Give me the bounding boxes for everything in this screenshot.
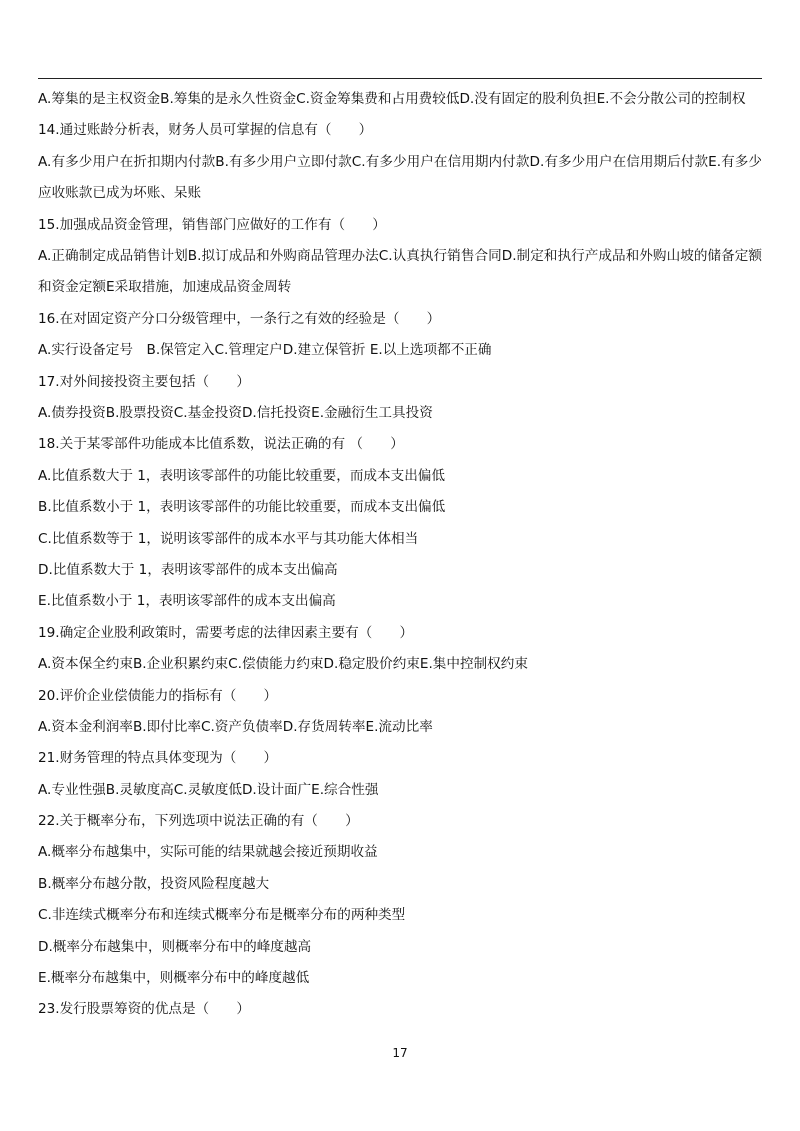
answer-option-18d: D.比值系数大于 1，表明该零部件的成本支出偏高 [38,561,338,578]
answer-option-22a: A.概率分布越集中，实际可能的结果就越会接近预期收益 [38,844,378,861]
question-14: 14.通过账龄分析表，财务人员可掌握的信息有（ ） [38,122,373,139]
question-content [38,84,762,1026]
header-rule [38,78,762,79]
answer-options-15: A.正确制定成品销售计划B.拟订成品和外购商品管理办法C.认真执行销售合同D.制定和执行产成品和外购山坡的储备定额和资金定额E采取措施，加速成品资金周转 [38,248,762,296]
answer-options-14: A.有多少用户在折扣期内付款B.有多少用户立即付款C.有多少用户在信用期内付款D.有多少用户在信用期后付款E.有多少应收账款已成为坏账、呆账 [38,153,762,202]
answer-options-17: A.债券投资B.股票投资C.基金投资D.信托投资E.金融衍生工具投资 [38,404,433,421]
answer-option-22b: B.概率分布越分散，投资风险程度越大 [38,875,270,892]
answer-option-18c: C.比值系数等于 1，说明该零部件的成本水平与其功能大体相当 [38,530,419,547]
answer-option-18e: E.比值系数小于 1，表明该零部件的成本支出偏高 [38,593,336,610]
question-22: 22.关于概率分布，下列选项中说法正确的有（ ） [38,813,359,830]
question-17: 17.对外间接投资主要包括（ ） [38,373,250,390]
document-page [38,0,762,1131]
answer-option-22e: E.概率分布越集中，则概率分布中的峰度越低 [38,970,310,987]
answer-options-20: A.资本金利润率B.即付比率C.资产负债率D.存货周转率E.流动比率 [38,718,433,735]
page-number: 17 [392,1046,408,1060]
answer-options-19: A.资本保全约束B.企业积累约束C.偿债能力约束D.稳定股价约束E.集中控制权约束 [38,656,528,673]
answer-option-22d: D.概率分布越集中，则概率分布中的峰度越高 [38,938,312,955]
answer-options-16: A.实行设备定号 B.保管定入C.管理定户D.建立保管折 E.以上选项都不正确 [38,342,492,359]
answer-option-18b: B.比值系数小于 1，表明该零部件的功能比较重要，而成本支出偏低 [38,499,446,516]
question-16: 16.在对固定资产分口分级管理中，一条行之有效的经验是（ ） [38,310,441,327]
question-21: 21.财务管理的特点具体变现为（ ） [38,750,278,767]
answer-options-13: A.筹集的是主权资金B.筹集的是永久性资金C.资金筹集费和占用费较低D.没有固定的股利负担E.不会分散公司的控制权 [38,91,746,107]
question-18: 18.关于某零部件功能成本比值系数，说法正确的有 （ ） [38,436,404,453]
question-19: 19.确定企业股利政策时，需要考虑的法律因素主要有（ ） [38,624,414,641]
question-15: 15.加强成品资金管理，销售部门应做好的工作有（ ） [38,216,386,233]
answer-option-18a: A.比值系数大于 1，表明该零部件的功能比较重要，而成本支出偏低 [38,467,445,484]
answer-options-21: A.专业性强B.灵敏度高C.灵敏度低D.设计面广E.综合性强 [38,781,379,798]
question-20: 20.评价企业偿债能力的指标有（ ） [38,687,278,704]
question-23: 23.发行股票筹资的优点是（ ） [38,1001,250,1018]
answer-option-22c: C.非连续式概率分布和连续式概率分布是概率分布的两种类型 [38,907,406,924]
